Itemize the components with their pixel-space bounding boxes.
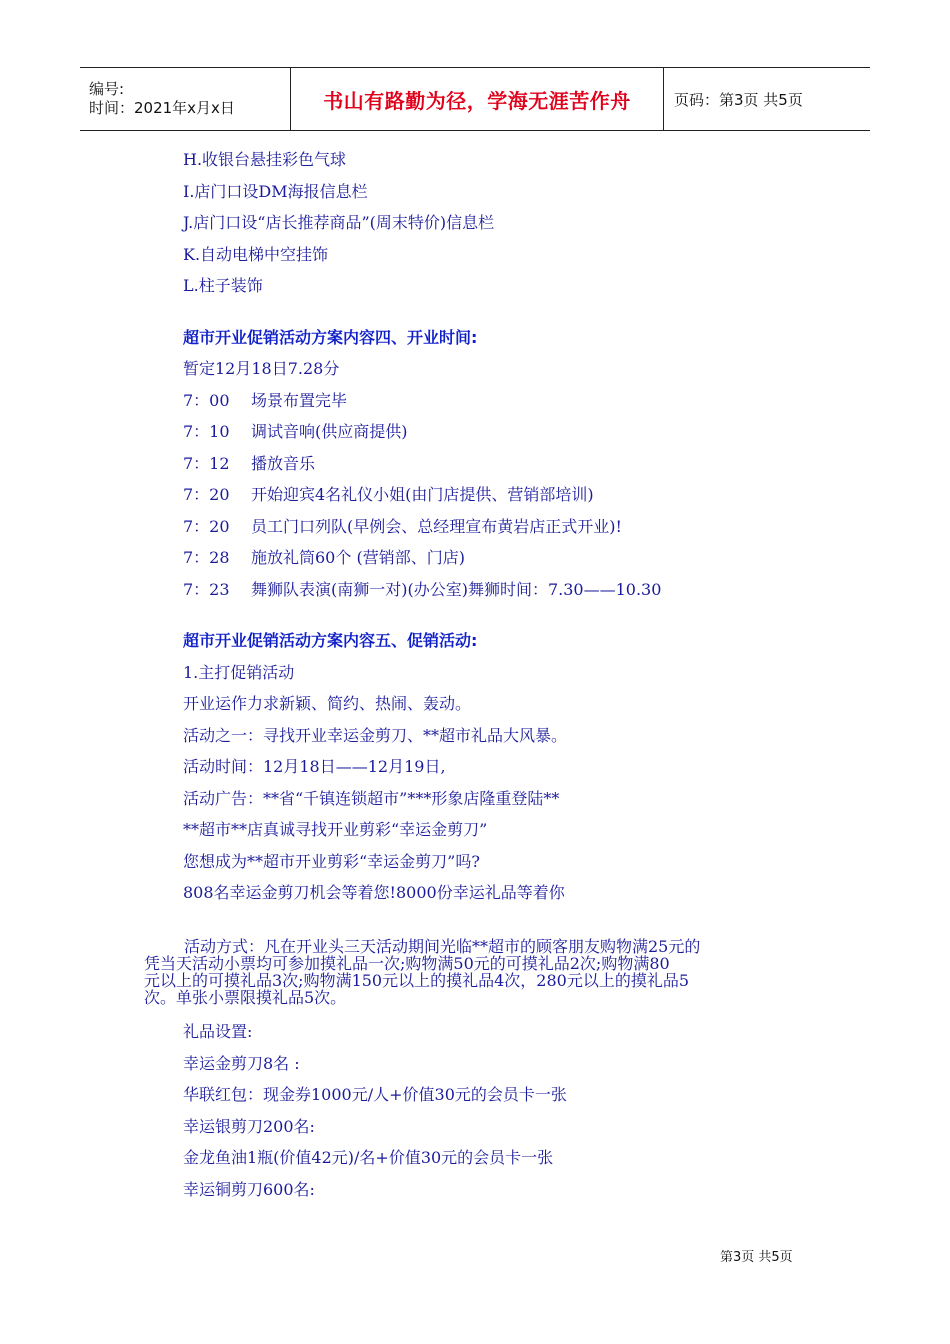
schedule-time: 7：23 bbox=[183, 579, 230, 599]
page-header bbox=[80, 67, 870, 131]
schedule-row bbox=[183, 454, 823, 474]
schedule-row bbox=[183, 391, 823, 411]
list-item: K.自动电梯中空挂饰 bbox=[183, 244, 329, 264]
schedule-desc: 场景布置完毕 bbox=[251, 390, 348, 410]
schedule-row bbox=[183, 548, 823, 568]
schedule-desc: 施放礼筒60个 (营销部、门店) bbox=[251, 548, 465, 567]
prize-line: 金龙鱼油1瓶(价值42元)/名+价值30元的会员卡一张 bbox=[183, 1148, 554, 1167]
list-item: I.店门口设DM海报信息栏 bbox=[183, 181, 368, 201]
section-heading: 超市开业促销活动方案内容四、开业时间: bbox=[183, 327, 478, 347]
prize-line: 礼品设置: bbox=[183, 1022, 253, 1041]
prize-line: 华联红包：现金券1000元/人+价值30元的会员卡一张 bbox=[183, 1085, 567, 1104]
schedule-time: 7：20 bbox=[183, 485, 230, 504]
activity-method-paragraph bbox=[144, 938, 810, 1006]
schedule-row bbox=[183, 485, 823, 505]
header-page-number: 页码：第3页 共5页 bbox=[674, 90, 803, 109]
document-time-label: 时间：2021年x月x日 bbox=[89, 99, 235, 117]
list-item: L.柱子装饰 bbox=[183, 276, 263, 295]
schedule-desc: 播放音乐 bbox=[251, 453, 316, 473]
schedule-time: 7：00 bbox=[183, 390, 230, 410]
footer-page-number: 第3页 共5页 bbox=[720, 1250, 793, 1265]
header-meta bbox=[80, 68, 291, 130]
text-line: 1.主打促销活动 bbox=[183, 662, 295, 682]
list-item: J.店门口设“店长推荐商品”(周末特价)信息栏 bbox=[183, 213, 495, 232]
text-line: 您想成为**超市开业剪彩“幸运金剪刀”吗? bbox=[183, 851, 480, 871]
schedule-time: 7：10 bbox=[183, 422, 230, 441]
paragraph-line: 次。单张小票限摸礼品5次。 bbox=[144, 988, 347, 1007]
schedule-desc: 舞狮队表演(南狮一对)(办公室)舞狮时间：7.30——10.30 bbox=[251, 579, 662, 599]
document-number-label: 编号: bbox=[89, 80, 125, 98]
schedule-row bbox=[183, 422, 823, 442]
paragraph-line: 元以上的可摸礼品3次;购物满150元以上的摸礼品4次，280元以上的摸礼品5 bbox=[144, 971, 690, 990]
header-page-info bbox=[664, 68, 870, 130]
prize-line: 幸运金剪刀8名 : bbox=[183, 1053, 300, 1073]
section-heading: 超市开业促销活动方案内容五、促销活动: bbox=[183, 631, 478, 650]
schedule-desc: 开始迎宾4名礼仪小姐(由门店提供、营销部培训) bbox=[251, 485, 594, 504]
schedule-row bbox=[183, 580, 823, 600]
text-line: **超市**店真诚寻找开业剪彩“幸运金剪刀” bbox=[183, 820, 488, 839]
motto-text: 书山有路勤为径，学海无涯苦作舟 bbox=[323, 88, 631, 113]
text-line: 活动之一：寻找开业幸运金剪刀、**超市礼品大风暴。 bbox=[183, 725, 568, 745]
paragraph-line: 活动方式：凡在开业头三天活动期间光临**超市的顾客朋友购物满25元的 bbox=[184, 937, 701, 956]
schedule-row bbox=[183, 517, 823, 537]
schedule-desc: 调试音响(供应商提供) bbox=[251, 422, 408, 441]
prize-line: 幸运铜剪刀600名: bbox=[183, 1179, 315, 1199]
text-line: 808名幸运金剪刀机会等着您!8000份幸运礼品等着你 bbox=[183, 883, 565, 902]
schedule-time: 7：28 bbox=[183, 548, 230, 567]
page-footer bbox=[720, 1246, 793, 1265]
schedule-desc: 员工门口列队(早例会、总经理宣布黄岩店正式开业)! bbox=[251, 516, 622, 536]
text-line: 活动时间：12月18日——12月19日, bbox=[183, 757, 446, 776]
text-line: 活动广告：**省“千镇连锁超市”***形象店隆重登陆** bbox=[183, 788, 560, 808]
paragraph-line: 凭当天活动小票均可参加摸礼品一次;购物满50元的可摸礼品2次;购物满80 bbox=[144, 954, 670, 973]
schedule-time: 7：20 bbox=[183, 516, 230, 536]
text-line: 开业运作力求新颖、简约、热闹、轰动。 bbox=[183, 694, 472, 713]
prize-settings bbox=[183, 1022, 567, 1211]
list-item: H.收银台悬挂彩色气球 bbox=[183, 150, 347, 169]
header-motto bbox=[291, 68, 664, 130]
opening-date: 暂定12月18日7.28分 bbox=[183, 359, 340, 378]
document-body bbox=[183, 150, 823, 915]
prize-line: 幸运银剪刀200名: bbox=[183, 1116, 315, 1136]
schedule-time: 7：12 bbox=[183, 453, 230, 473]
